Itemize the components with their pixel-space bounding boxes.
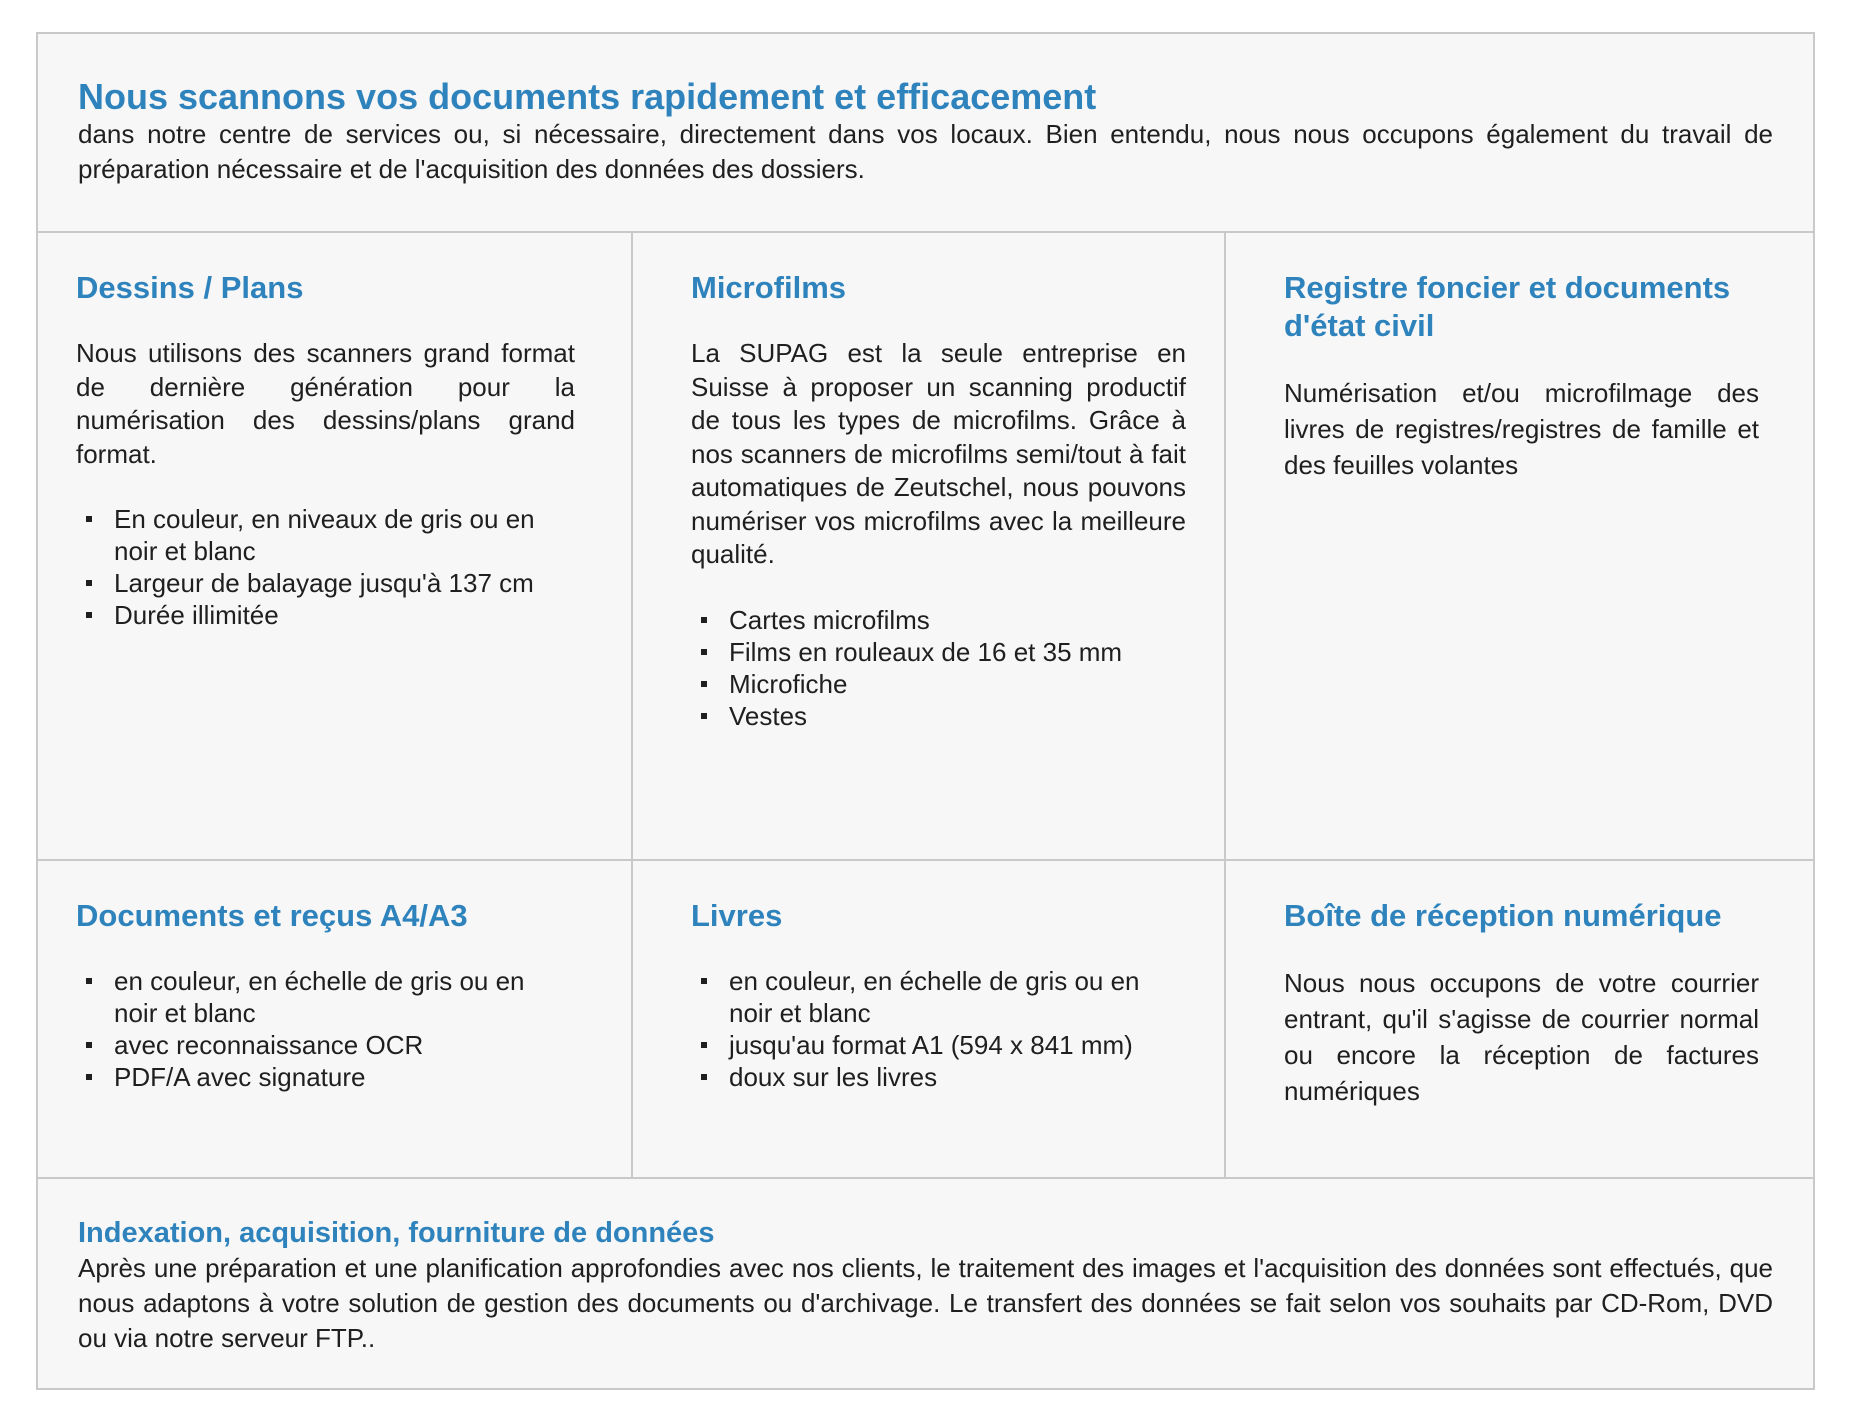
service-cell-drawings-plans xyxy=(38,233,631,859)
service-cell-books xyxy=(631,859,1224,1177)
intro-text: dans notre centre de services ou, si nécessaire, directement dans vos locaux. Bien entendu, nous nous occupons également du travail de préparation nécessaire et de l'acquisition des données des dossiers. xyxy=(78,119,1773,184)
service-title: Dessins / Plans xyxy=(76,270,304,305)
service-cell-documents-receipts xyxy=(38,859,631,1177)
footer-section xyxy=(38,1177,1813,1390)
service-cell-digital-inbox xyxy=(1224,859,1815,1177)
feature-item: doux sur les livres xyxy=(729,1061,1186,1093)
service-cell-microfilms xyxy=(631,233,1224,859)
feature-item: PDF/A avec signature xyxy=(114,1061,575,1093)
service-description: Numérisation et/ou microfilmage des livres de registres/registres de famille et des feuilles volantes xyxy=(1284,378,1759,480)
feature-list xyxy=(76,965,575,1093)
feature-item: Largeur de balayage jusqu'à 137 cm xyxy=(114,567,575,599)
feature-item: jusqu'au format A1 (594 x 841 mm) xyxy=(729,1029,1186,1061)
service-title: Boîte de réception numérique xyxy=(1284,898,1722,933)
feature-item: Films en rouleaux de 16 et 35 mm xyxy=(729,636,1186,668)
feature-item: En couleur, en niveaux de gris ou en noir et blanc xyxy=(114,503,575,567)
service-cell-land-registry xyxy=(1224,233,1815,859)
services-sheet xyxy=(36,32,1815,1390)
service-title: Livres xyxy=(691,898,783,933)
feature-item: Cartes microfilms xyxy=(729,604,1186,636)
page-title: Nous scannons vos documents rapidement et efficacement xyxy=(78,76,1097,117)
service-title: Registre foncier et documents d'état civil xyxy=(1284,270,1731,343)
service-description: Nous nous occupons de votre courrier entrant, qu'il s'agisse de courrier normal ou encore la réception de factures numériques xyxy=(1284,968,1759,1106)
footer-title: Indexation, acquisition, fourniture de données xyxy=(78,1217,715,1249)
feature-item: en couleur, en échelle de gris ou en noir et blanc xyxy=(114,965,575,1029)
feature-item: Microfiche xyxy=(729,668,1186,700)
footer-text: Après une préparation et une planification approfondies avec nos clients, le traitement des images et l'acquisition des données sont effectués, que nous adaptons à votre solution de gestion des documents ou d'archivage. Le transfert des données se fait selon vos souhaits par CD-Rom, DVD ou via notre serveur FTP.. xyxy=(78,1253,1773,1353)
feature-list xyxy=(691,965,1186,1093)
feature-list xyxy=(691,604,1186,732)
feature-list xyxy=(76,503,575,631)
feature-item: avec reconnaissance OCR xyxy=(114,1029,575,1061)
intro-section xyxy=(38,34,1813,233)
feature-item: en couleur, en échelle de gris ou en noir et blanc xyxy=(729,965,1186,1029)
service-description: Nous utilisons des scanners grand format de dernière génération pour la numérisation des dessins/plans grand format. xyxy=(76,338,575,469)
feature-item: Durée illimitée xyxy=(114,599,575,631)
service-title: Microfilms xyxy=(691,270,847,305)
service-title: Documents et reçus A4/A3 xyxy=(76,898,468,933)
feature-item: Vestes xyxy=(729,700,1186,732)
service-description: La SUPAG est la seule entreprise en Suisse à proposer un scanning productif de tous les types de microfilms. Grâce à nos scanners de microfilms semi/tout à fait automatiques de Zeutschel, nous pouvons numériser vos microfilms avec la meilleure qualité. xyxy=(691,338,1186,569)
